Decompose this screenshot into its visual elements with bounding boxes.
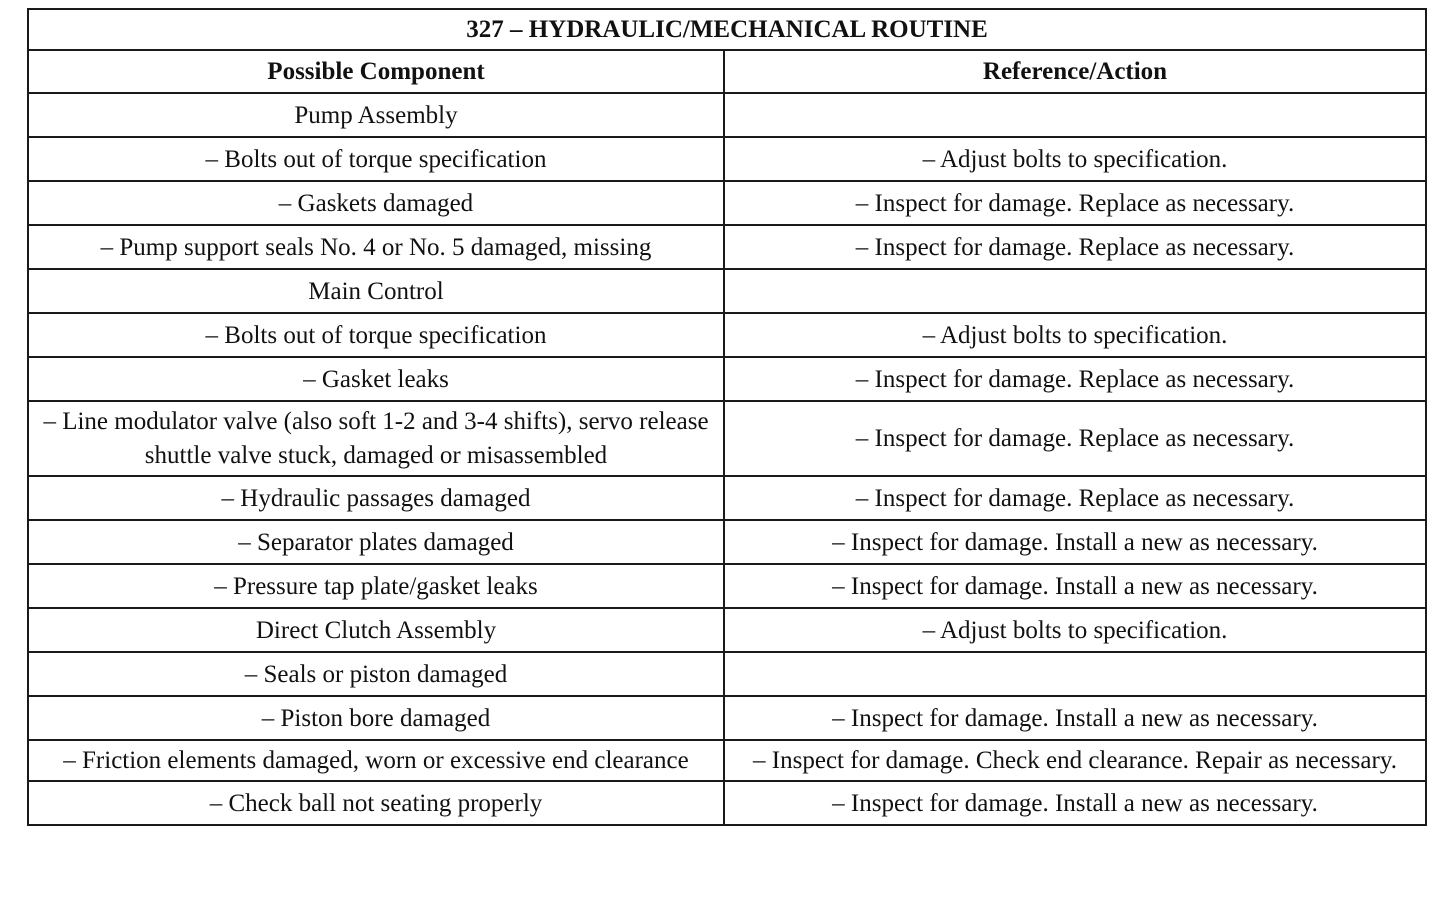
table-row	[28, 225, 1426, 269]
header-reference-action: Reference/Action	[724, 50, 1426, 93]
reference-cell: – Inspect for damage. Replace as necessary.	[724, 181, 1426, 225]
reference-cell	[724, 269, 1426, 313]
component-cell: Direct Clutch Assembly	[28, 608, 724, 652]
table-row	[28, 564, 1426, 608]
header-row	[28, 50, 1426, 93]
component-cell: – Seals or piston damaged	[28, 652, 724, 696]
table-row	[28, 93, 1426, 137]
component-cell: – Piston bore damaged	[28, 696, 724, 740]
reference-cell: – Adjust bolts to specification.	[724, 313, 1426, 357]
table-row	[28, 269, 1426, 313]
reference-cell: – Inspect for damage. Replace as necessary.	[724, 225, 1426, 269]
table-row	[28, 401, 1426, 476]
component-cell: Main Control	[28, 269, 724, 313]
component-cell: – Gaskets damaged	[28, 181, 724, 225]
component-cell: – Bolts out of torque specification	[28, 313, 724, 357]
header-possible-component: Possible Component	[28, 50, 724, 93]
table-row	[28, 137, 1426, 181]
reference-cell: – Inspect for damage. Install a new as necessary.	[724, 781, 1426, 825]
table-title: 327 – HYDRAULIC/MECHANICAL ROUTINE	[28, 9, 1426, 50]
table-row	[28, 476, 1426, 520]
table-row	[28, 696, 1426, 740]
reference-cell	[724, 652, 1426, 696]
table-row	[28, 781, 1426, 825]
table-row	[28, 652, 1426, 696]
component-cell: – Friction elements damaged, worn or excessive end clearance	[28, 740, 724, 781]
reference-cell: – Inspect for damage. Replace as necessary.	[724, 357, 1426, 401]
table-row	[28, 740, 1426, 781]
component-cell: – Pump support seals No. 4 or No. 5 damaged, missing	[28, 225, 724, 269]
table-row	[28, 520, 1426, 564]
reference-cell: – Inspect for damage. Check end clearance. Repair as necessary.	[724, 740, 1426, 781]
reference-cell: – Inspect for damage. Install a new as necessary.	[724, 696, 1426, 740]
reference-cell: – Adjust bolts to specification.	[724, 608, 1426, 652]
reference-cell: – Inspect for damage. Replace as necessary.	[724, 476, 1426, 520]
reference-cell	[724, 93, 1426, 137]
component-cell: – Bolts out of torque specification	[28, 137, 724, 181]
component-cell: Pump Assembly	[28, 93, 724, 137]
component-cell: – Hydraulic passages damaged	[28, 476, 724, 520]
component-cell: – Gasket leaks	[28, 357, 724, 401]
table-row	[28, 357, 1426, 401]
component-cell: – Pressure tap plate/gasket leaks	[28, 564, 724, 608]
component-cell: – Check ball not seating properly	[28, 781, 724, 825]
table-row	[28, 608, 1426, 652]
routine-table	[27, 8, 1427, 826]
title-row	[28, 9, 1426, 50]
component-cell: – Separator plates damaged	[28, 520, 724, 564]
reference-cell: – Adjust bolts to specification.	[724, 137, 1426, 181]
reference-cell: – Inspect for damage. Install a new as necessary.	[724, 564, 1426, 608]
component-cell: – Line modulator valve (also soft 1-2 and 3-4 shifts), servo release shuttle valve stuck, damaged or misassembled	[28, 401, 724, 476]
reference-cell: – Inspect for damage. Install a new as necessary.	[724, 520, 1426, 564]
reference-cell: – Inspect for damage. Replace as necessary.	[724, 401, 1426, 476]
table-row	[28, 181, 1426, 225]
table-row	[28, 313, 1426, 357]
